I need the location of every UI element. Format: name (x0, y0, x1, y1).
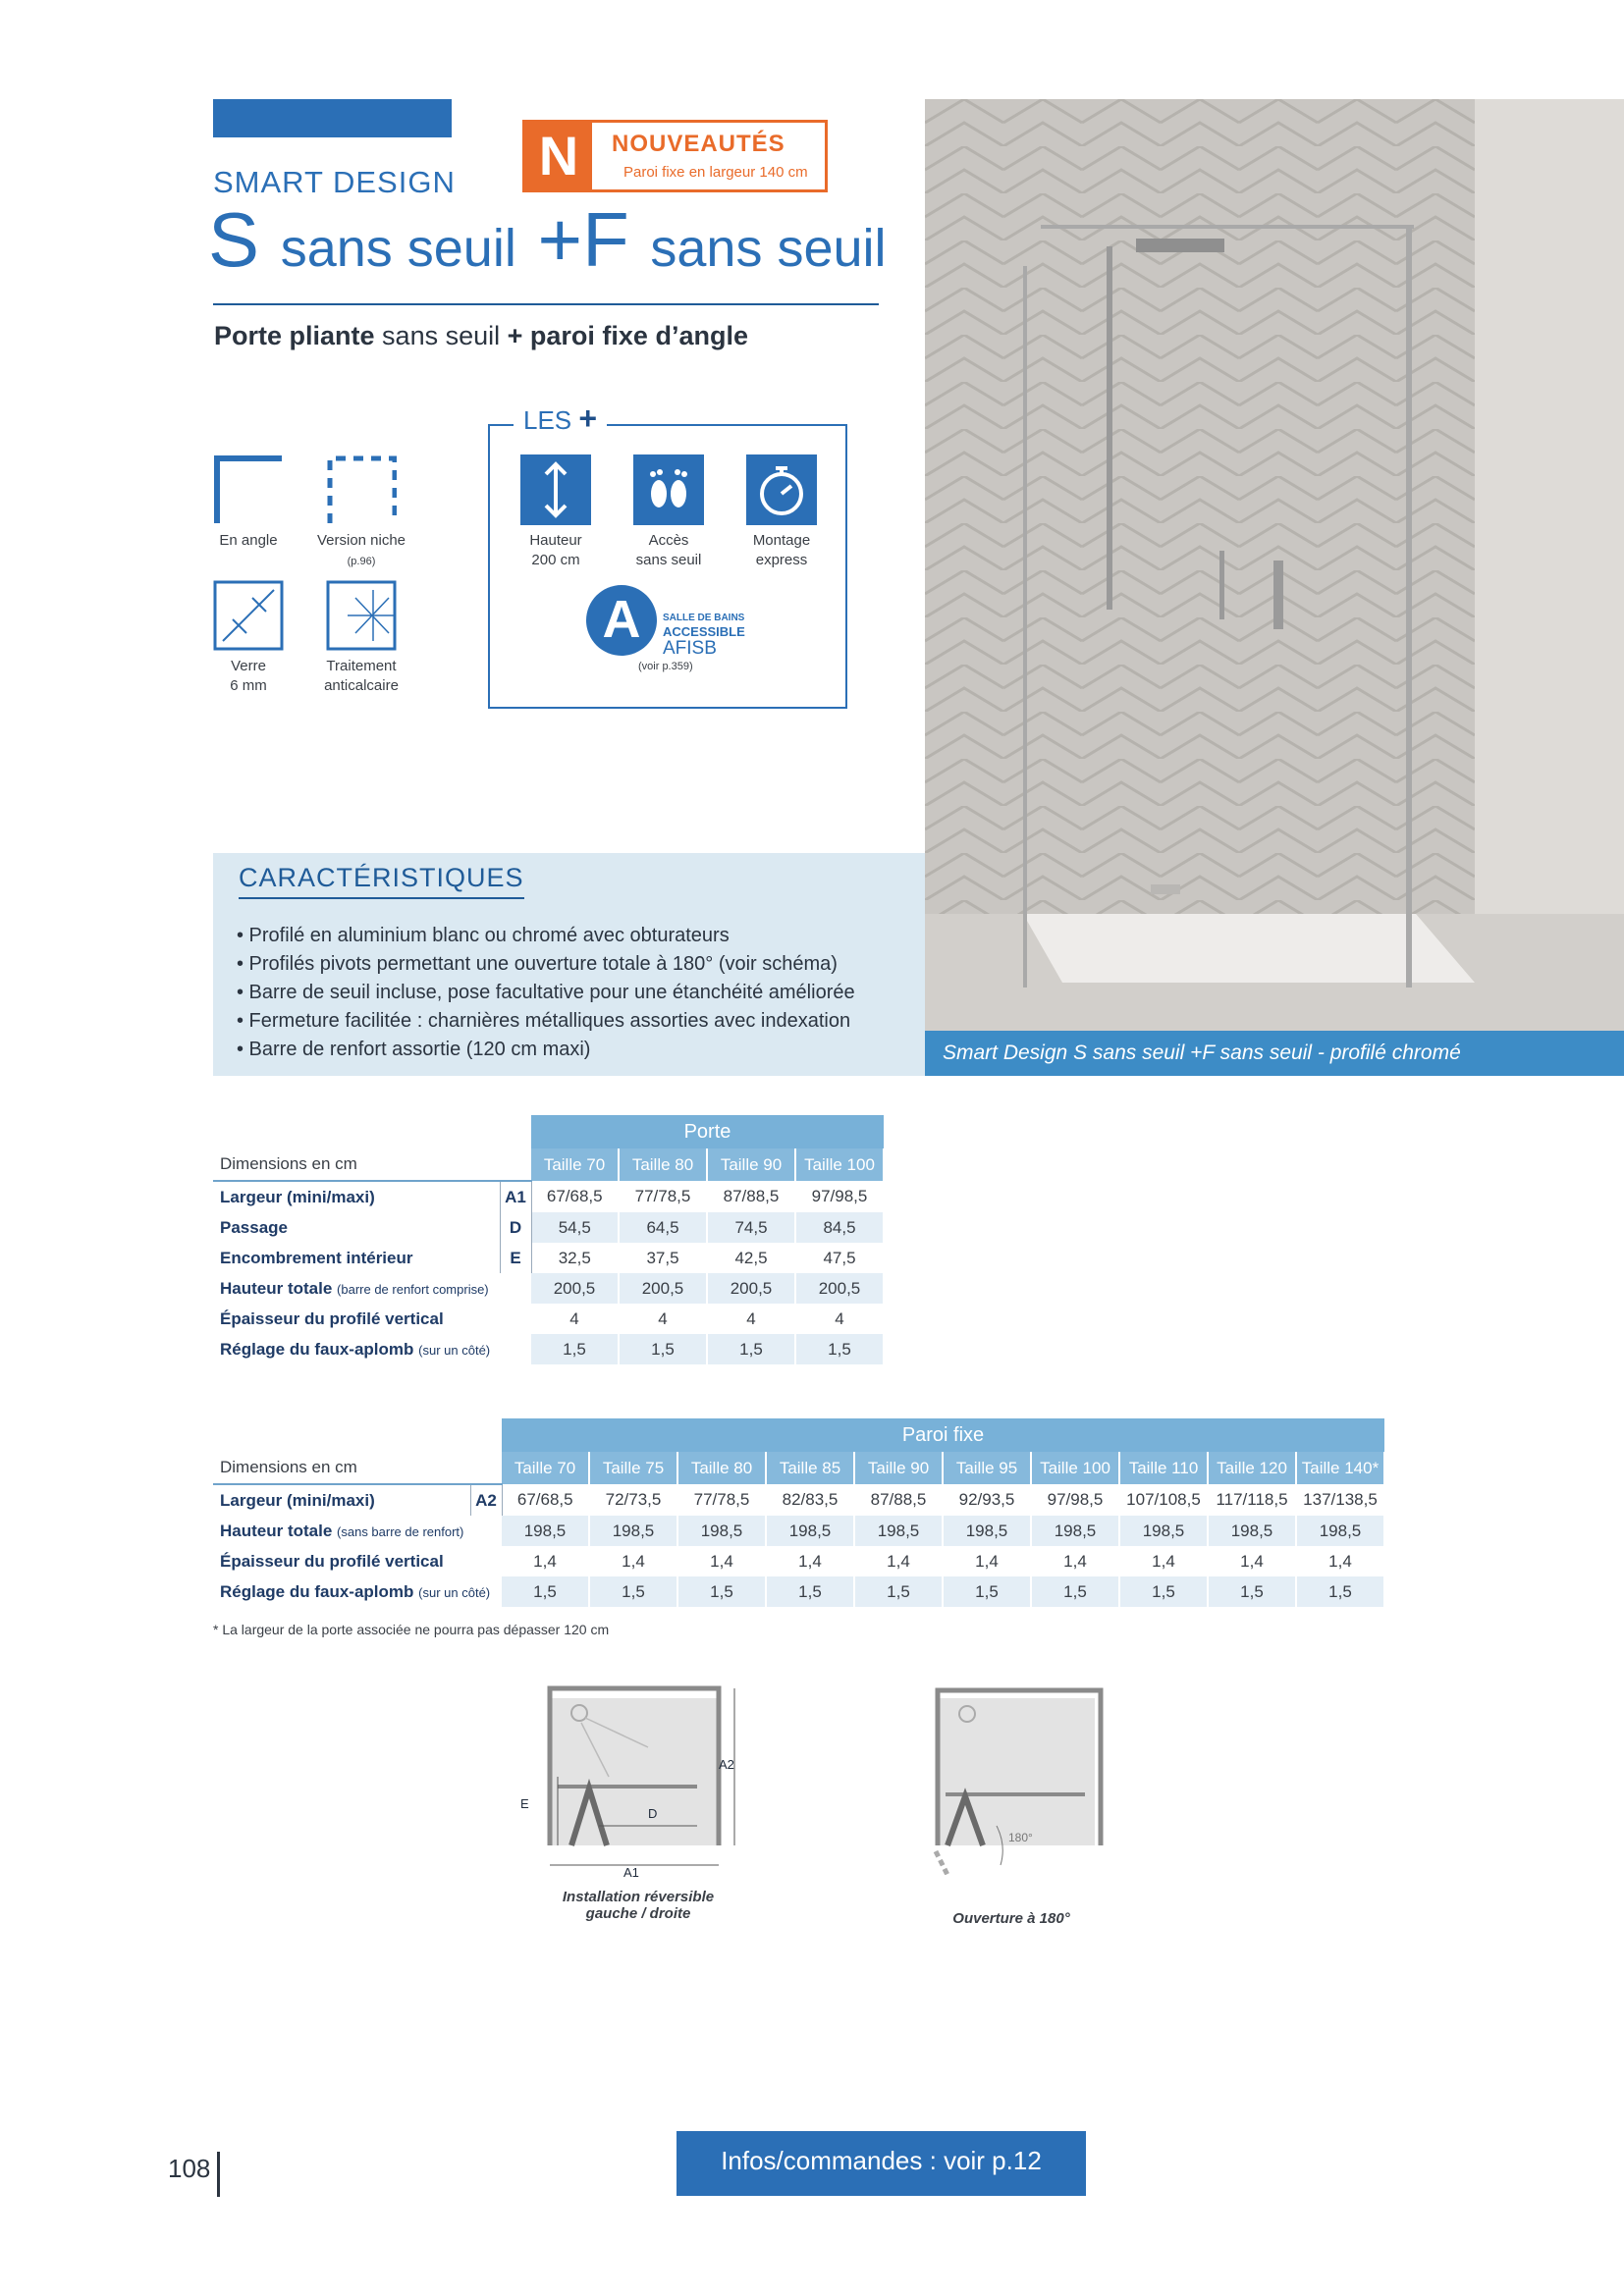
photo-caption: Smart Design S sans seuil +F sans seuil - profilé chromé (925, 1031, 1624, 1076)
label-a2: A2 (719, 1757, 734, 1772)
installation-diagram (511, 1669, 746, 1885)
table-row: Largeur (mini/maxi) A2 67/68,5 72/73,5 77/78,5 82/83,5 87/88,5 92/93,5 97/98,5 107/108,5 117/118,5 137/138,5 (213, 1484, 1384, 1516)
table-row: Hauteur totale (barre de renfort comprise) 200,5 200,5 200,5 200,5 (213, 1273, 884, 1304)
subtitle-bold-2: + paroi fixe d’angle (507, 321, 748, 350)
label-e: E (520, 1796, 529, 1811)
features-title: CARACTÉRISTIQUES (239, 863, 524, 899)
size-header: Taille 90 (854, 1452, 943, 1484)
icon-caption-height: Hauteur 200 cm (529, 532, 582, 568)
icon-caption-mounting: Montage express (752, 532, 811, 568)
features-panel (213, 853, 925, 1076)
door-group-header: Porte (531, 1115, 884, 1148)
afisb-note: (voir p.359) (638, 661, 693, 672)
list-item: • Barre de seuil incluse, pose facultative pour une étanchéité améliorée (237, 982, 855, 1003)
panel-table (213, 1418, 1385, 1607)
size-header: Taille 100 (795, 1148, 884, 1181)
icon-caption-glass: Verre 6 mm (230, 658, 267, 694)
list-item: • Barre de renfort assortie (120 cm maxi) (237, 1039, 591, 1060)
icon-caption-treatment: Traitement anticalcaire (324, 658, 399, 694)
badge-letter: N (525, 123, 592, 189)
size-header: Taille 120 (1208, 1452, 1296, 1484)
icon-caption-access: Accès sans seuil (635, 532, 702, 568)
table-row: Encombrement intérieur E 32,5 37,5 42,5 47,5 (213, 1243, 884, 1273)
icon-caption-corner: En angle (219, 532, 278, 549)
size-header: Taille 110 (1119, 1452, 1208, 1484)
label-d: D (648, 1806, 658, 1821)
header-color-bar (213, 99, 452, 137)
dimensions-label: Dimensions en cm (213, 1452, 502, 1484)
icon-caption-niche: Version niche (p.96) (316, 532, 406, 567)
list-item: • Profilé en aluminium blanc ou chromé avec obturateurs (237, 925, 730, 946)
size-header: Taille 140* (1296, 1452, 1384, 1484)
table-row: Réglage du faux-aplomb (sur un côté) 1,5 1,5 1,5 1,5 (213, 1334, 884, 1364)
corner-icon (213, 454, 284, 525)
title-rule (213, 303, 879, 305)
table-row: Largeur (mini/maxi) A1 67/68,5 77/78,5 87/88,5 97/98,5 (213, 1181, 884, 1212)
afisb-logo: A SALLE DE BAINS ACCESSIBLE AFISB (584, 583, 761, 662)
opening-diagram (918, 1679, 1114, 1875)
badge-subtitle: Paroi fixe en largeur 140 cm (623, 164, 808, 181)
size-header: Taille 80 (619, 1148, 707, 1181)
table-row: Épaisseur du profilé vertical 1,4 1,4 1,4 1,4 1,4 1,4 1,4 1,4 1,4 1,4 (213, 1546, 1384, 1576)
anti-limescale-icon (326, 580, 397, 651)
installation-caption: Installation réversible gauche / droite (562, 1889, 715, 1922)
title-part-2: sans seuil (280, 219, 516, 278)
size-header: Taille 95 (943, 1452, 1031, 1484)
label-a1: A1 (623, 1865, 639, 1880)
size-header: Taille 70 (531, 1148, 619, 1181)
advantages-label: LES + (514, 400, 607, 437)
table-row: Épaisseur du profilé vertical 4 4 4 4 (213, 1304, 884, 1334)
angle-label: 180° (1008, 1831, 1033, 1844)
footprints-icon (633, 454, 704, 525)
title-part-1: S (208, 196, 260, 283)
page-number: 108 (168, 2154, 211, 2183)
product-title (208, 196, 887, 283)
list-item: • Profilés pivots permettant une ouverture totale à 180° (voir schéma) (237, 953, 838, 975)
stopwatch-icon (746, 454, 817, 525)
size-header: Taille 90 (707, 1148, 795, 1181)
badge-title: NOUVEAUTÉS (612, 131, 785, 157)
height-icon (520, 454, 591, 525)
footnote: * La largeur de la porte associée ne pourra pas dépasser 120 cm (213, 1622, 610, 1637)
niche-icon (326, 454, 397, 525)
size-header: Taille 100 (1031, 1452, 1119, 1484)
size-header: Taille 75 (589, 1452, 677, 1484)
dimensions-label: Dimensions en cm (213, 1148, 531, 1181)
title-part-4: sans seuil (650, 219, 887, 278)
new-badge (522, 120, 828, 192)
info-orders-button[interactable]: Infos/commandes : voir p.12 (677, 2131, 1086, 2196)
panel-group-header: Paroi fixe (502, 1418, 1384, 1452)
table-row: Réglage du faux-aplomb (sur un côté) 1,5 1,5 1,5 1,5 1,5 1,5 1,5 1,5 1,5 1,5 (213, 1576, 1384, 1607)
glass-icon (213, 580, 284, 651)
door-table (213, 1115, 885, 1364)
page-number-bar (217, 2152, 220, 2197)
features-list (237, 922, 855, 1064)
size-header: Taille 80 (677, 1452, 766, 1484)
subtitle-normal: sans seuil (382, 321, 501, 350)
brand-name: SMART DESIGN (213, 165, 456, 199)
subtitle-bold-1: Porte pliante (214, 321, 375, 350)
size-header: Taille 70 (502, 1452, 589, 1484)
table-row: Hauteur totale (sans barre de renfort) 198,5 198,5 198,5 198,5 198,5 198,5 198,5 198,5 198,5 198,5 (213, 1516, 1384, 1546)
size-header: Taille 85 (766, 1452, 854, 1484)
product-photo (925, 99, 1624, 1076)
opening-caption: Ouverture à 180° (952, 1910, 1070, 1927)
title-part-3: +F (537, 196, 629, 283)
list-item: • Fermeture facilitée : charnières métalliques assorties avec indexation (237, 1010, 851, 1032)
product-subtitle (214, 321, 748, 351)
table-row: Passage D 54,5 64,5 74,5 84,5 (213, 1212, 884, 1243)
